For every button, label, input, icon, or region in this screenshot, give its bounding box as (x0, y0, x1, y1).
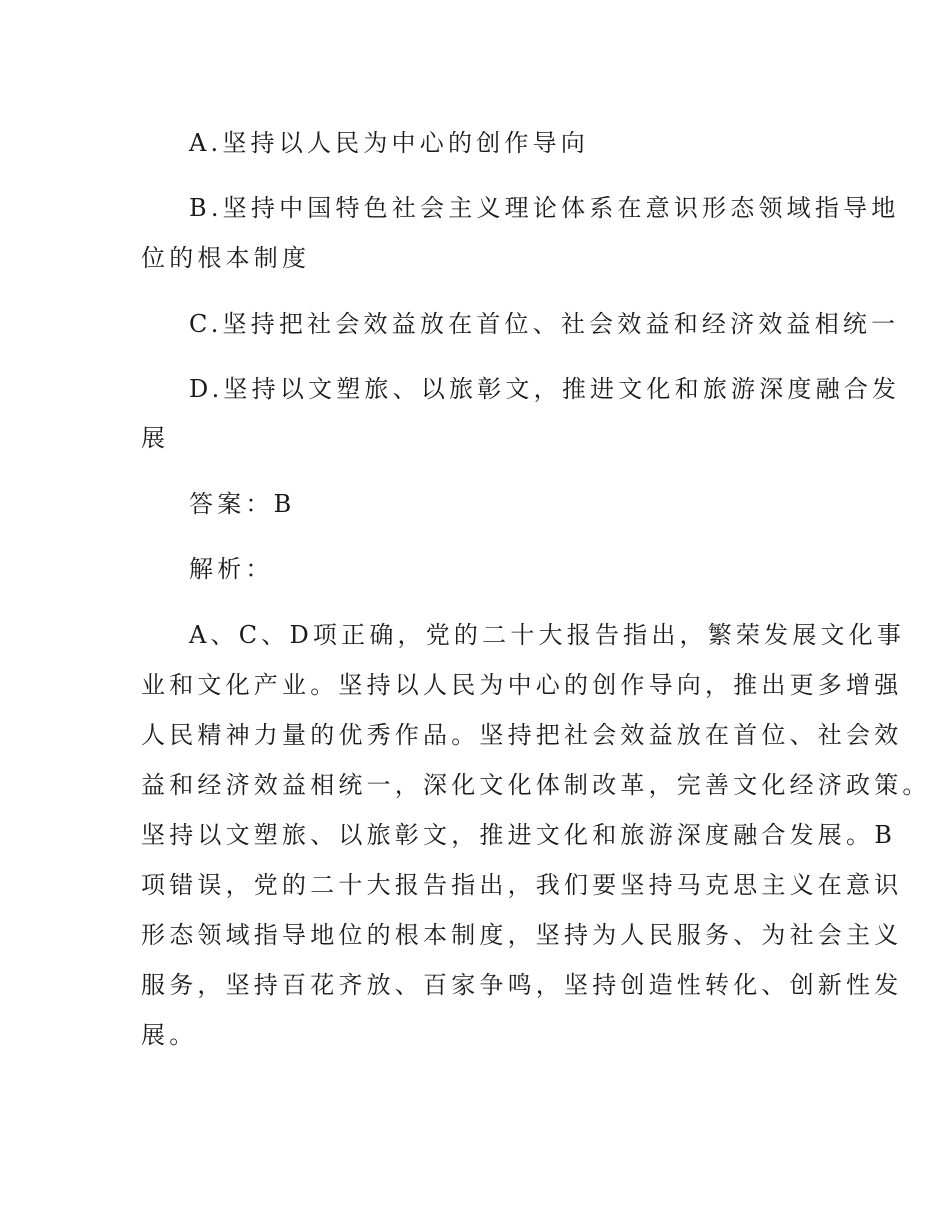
analysis-line: 坚持以文塑旅、以旅彰文，推进文化和旅游深度融合发展。B (141, 821, 897, 849)
analysis-line: 形态领域指导地位的根本制度，坚持为人民服务、为社会主义 (141, 921, 903, 949)
option-b-line-1: B.坚持中国特色社会主义理论体系在意识形态领域指导地 (189, 194, 900, 222)
option-d-line-1: D.坚持以文塑旅、以旅彰文，推进文化和旅游深度融合发 (189, 375, 901, 403)
option-a: A.坚持以人民为中心的创作导向 (189, 129, 589, 157)
analysis-line: A、C、D项正确，党的二十大报告指出，繁荣发展文化事 (189, 621, 906, 649)
analysis-line: 人民精神力量的优秀作品。坚持把社会效益放在首位、社会效 (141, 721, 903, 749)
analysis-line: 项错误，党的二十大报告指出，我们要坚持马克思主义在意识 (141, 871, 903, 899)
answer: 答案：B (189, 490, 296, 518)
analysis-line: 业和文化产业。坚持以人民为中心的创作导向，推出更多增强 (141, 671, 903, 699)
option-c: C.坚持把社会效益放在首位、社会效益和经济效益相统一 (189, 310, 900, 338)
analysis-line: 益和经济效益相统一，深化文化体制改革，完善文化经济政策。 (141, 771, 931, 799)
analysis-label: 解析： (189, 555, 274, 583)
option-b-line-2: 位的根本制度 (141, 244, 311, 272)
option-d-line-2: 展 (141, 424, 170, 452)
analysis-line: 服务，坚持百花齐放、百家争鸣，坚持创造性转化、创新性发 (141, 971, 903, 999)
analysis-line: 展。 (141, 1021, 198, 1049)
